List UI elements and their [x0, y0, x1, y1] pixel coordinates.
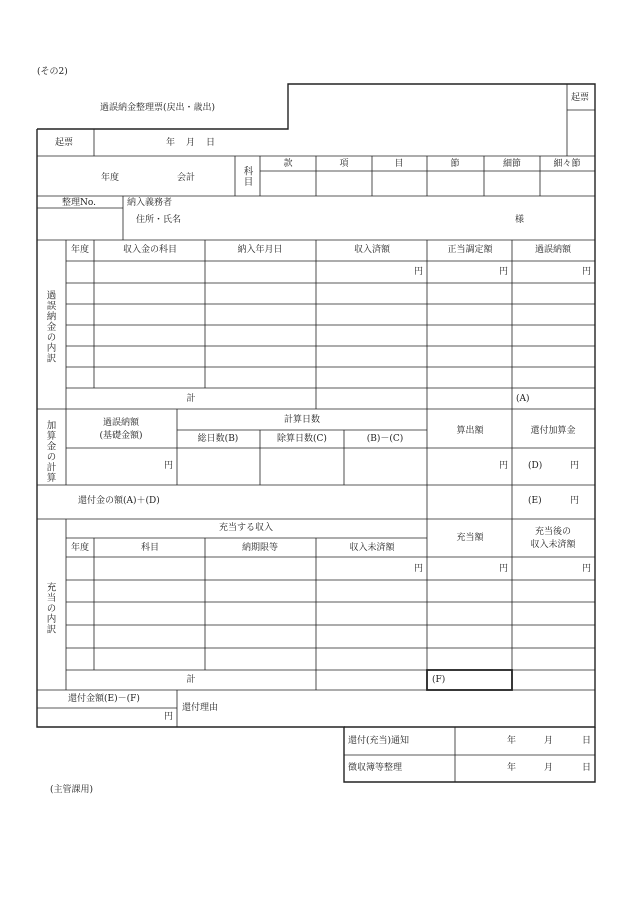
- col-setsu: 節: [450, 159, 460, 169]
- notice-label-2: 徴収簿等整理: [348, 763, 403, 773]
- ap-yen-amount: 円: [498, 564, 508, 574]
- ap-header-unpaid: 収入未済額: [349, 543, 395, 553]
- col-saisaisetsu: 細々節: [553, 159, 581, 169]
- ap-total-label: 計: [186, 675, 196, 685]
- notice-day-1: 日: [582, 736, 592, 746]
- kamoku-label: 科目: [241, 166, 253, 187]
- refund-amount-label: 還付金額(E)－(F): [68, 694, 140, 704]
- kihyo-label: 起票: [55, 138, 74, 148]
- calc-days-label: 計算日数: [283, 415, 321, 425]
- col-kan: 款: [283, 159, 293, 169]
- ap-header-item: 科目: [140, 543, 160, 553]
- fiscal-year-label: 年度: [101, 173, 120, 183]
- notice-month-1: 月: [544, 736, 554, 746]
- mark-a: (A): [516, 394, 530, 404]
- add-yen-e: 円: [569, 496, 579, 506]
- add-yen-computed: 円: [498, 461, 508, 471]
- op-header-proper: 正当調定額: [447, 245, 493, 255]
- op-total-label: 計: [186, 394, 196, 404]
- revenue-label: 充当する収入: [218, 523, 274, 533]
- op-yen-proper: 円: [498, 267, 508, 277]
- ap-after-line2: 収入未済額: [530, 540, 576, 550]
- op-yen-received: 円: [413, 267, 423, 277]
- excluded-days-label: 除算日数(C): [277, 434, 327, 444]
- refund-total-label: 還付金の額(A)＋(D): [78, 496, 160, 506]
- refund-addition-label: 還付加算金: [530, 426, 576, 436]
- page-mark: (その2): [37, 67, 68, 77]
- op-header-year: 年度: [70, 245, 90, 255]
- overpayment-side-label: 過誤納金の内訳: [44, 290, 56, 364]
- computed-amount-label: 算出額: [456, 426, 484, 436]
- ap-amount-label: 充当額: [456, 533, 484, 543]
- form-title: 過誤納金整理票(戻出・歳出): [100, 103, 216, 113]
- col-moku: 目: [394, 159, 404, 169]
- refund-reason-label: 還付理由: [182, 703, 219, 713]
- add-yen-base: 円: [163, 461, 173, 471]
- b-minus-c-label: (B)－(C): [366, 434, 404, 444]
- op-header-received: 収入済額: [353, 245, 391, 255]
- add-yen-d: 円: [569, 461, 579, 471]
- stamp-label: 起票: [571, 93, 590, 103]
- op-yen-excess: 円: [581, 267, 591, 277]
- total-days-label: 総日数(B): [197, 434, 239, 444]
- additional-side-label: 加算金の計算: [44, 420, 56, 483]
- sama-label: 様: [515, 215, 525, 225]
- notice-year-2: 年: [507, 763, 517, 773]
- ap-header-deadline: 納期限等: [241, 543, 279, 553]
- mark-e: (E): [528, 496, 542, 506]
- base-amount-sub: (基礎金額): [99, 431, 143, 441]
- address-name-label: 住所・氏名: [136, 215, 182, 225]
- notice-label-1: 還付(充当)通知: [348, 736, 410, 746]
- op-header-item: 収入金の科目: [122, 245, 178, 255]
- seiri-no-label: 整理No.: [62, 198, 96, 208]
- ap-header-year: 年度: [70, 543, 90, 553]
- notice-month-2: 月: [544, 763, 554, 773]
- col-saisetsu: 細節: [502, 159, 522, 169]
- obligor-label: 納入義務者: [127, 198, 173, 208]
- footer-mark: (主管課用): [50, 785, 94, 795]
- appropriation-side-label: 充当の内訳: [44, 582, 56, 635]
- refund-yen: 円: [163, 712, 173, 722]
- mark-f: (F): [432, 675, 446, 685]
- ap-after-line1: 充当後の: [534, 527, 572, 537]
- notice-year-1: 年: [507, 736, 517, 746]
- notice-day-2: 日: [582, 763, 592, 773]
- ap-yen-unpaid: 円: [413, 564, 423, 574]
- base-amount-label: 過誤納額: [102, 418, 140, 428]
- mark-d: (D): [528, 461, 543, 471]
- op-header-excess: 過誤納額: [534, 245, 572, 255]
- ap-yen-after: 円: [581, 564, 591, 574]
- kihyo-date: 年 月 日: [166, 138, 217, 148]
- col-kou: 項: [339, 159, 349, 169]
- kaikei-label: 会計: [177, 173, 196, 183]
- op-header-date: 納入年月日: [237, 245, 283, 255]
